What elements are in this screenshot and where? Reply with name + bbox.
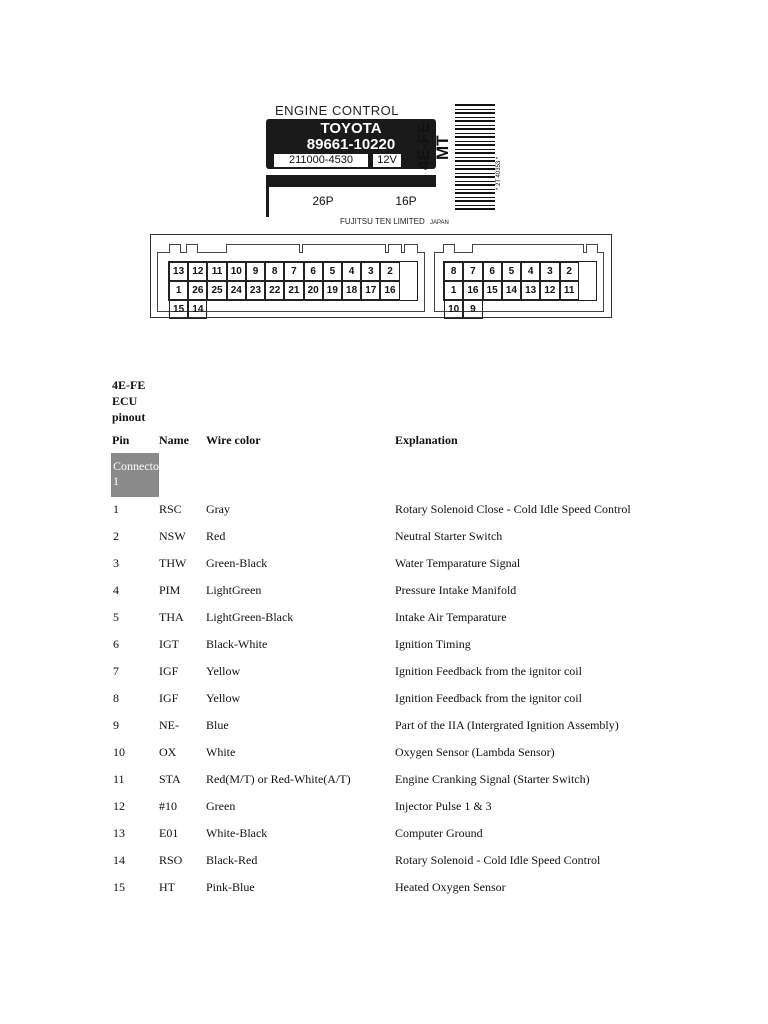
row-wire-color: Black-White xyxy=(206,637,268,651)
row-pin: 7 xyxy=(113,664,119,678)
pin-cell: 19 xyxy=(323,281,342,300)
pin-cell: 11 xyxy=(560,281,579,300)
pin-cell: 2 xyxy=(380,262,399,281)
header-pin: Pin xyxy=(112,433,130,447)
table-row xyxy=(0,718,768,738)
row-wire-color: LightGreen-Black xyxy=(206,610,294,624)
row-wire-color: Yellow xyxy=(206,664,241,678)
connector-tab xyxy=(443,244,455,253)
pin-cell: 22 xyxy=(265,281,284,300)
pin-cell: 25 xyxy=(207,281,226,300)
row-explanation: Oxygen Sensor (Lambda Sensor) xyxy=(395,745,555,759)
label-trans-code xyxy=(433,135,453,220)
connector-tab xyxy=(404,244,418,253)
pin-cell: 13 xyxy=(521,281,540,300)
pin-cell: 10 xyxy=(444,300,463,319)
pin-cell: 17 xyxy=(361,281,380,300)
label-connector-a: 26P xyxy=(269,187,377,217)
pin-cell: 15 xyxy=(483,281,502,300)
pin-cell: 4 xyxy=(521,262,540,281)
row-wire-color: Green xyxy=(206,799,236,813)
row-wire-color: Gray xyxy=(206,502,230,516)
row-name: PIM xyxy=(159,583,181,597)
row-wire-color: Pink-Blue xyxy=(206,880,255,894)
label-brand: TOYOTA xyxy=(320,120,382,137)
pin-cell: 8 xyxy=(444,262,463,281)
table-row xyxy=(0,691,768,711)
label-engine: 4E-FE xyxy=(414,121,433,170)
pin-cell: 9 xyxy=(463,300,482,319)
pin-cell: 3 xyxy=(361,262,380,281)
row-pin: 3 xyxy=(113,556,119,570)
pin-cell: 14 xyxy=(188,300,207,319)
label-serial: 211000-4530 xyxy=(274,154,368,167)
pin-cell: 18 xyxy=(342,281,361,300)
row-name: E01 xyxy=(159,826,179,840)
row-pin: 2 xyxy=(113,529,119,543)
label-maker: FUJITSU TEN LIMITED xyxy=(340,217,425,226)
row-name: HT xyxy=(159,880,175,894)
pin-cell: 5 xyxy=(502,262,521,281)
table-row xyxy=(0,880,768,900)
row-wire-color: Red xyxy=(206,529,226,543)
row-explanation: Ignition Feedback from the ignitor coil xyxy=(395,691,582,705)
row-name: RSC xyxy=(159,502,182,516)
row-pin: 13 xyxy=(113,826,125,840)
row-explanation: Injector Pulse 1 & 3 xyxy=(395,799,492,813)
table-row xyxy=(0,583,768,603)
row-pin: 9 xyxy=(113,718,119,732)
row-name: #10 xyxy=(159,799,177,813)
pin-cell: 12 xyxy=(540,281,559,300)
pin-cell: 1 xyxy=(169,281,188,300)
connector-tab xyxy=(186,244,198,253)
connector-tab xyxy=(226,244,300,253)
connector-tab xyxy=(388,244,402,253)
table-row xyxy=(0,664,768,684)
label-connector-b: 16P xyxy=(376,187,436,217)
pin-cell: 16 xyxy=(380,281,399,300)
pin-cell: 7 xyxy=(463,262,482,281)
table-row xyxy=(0,826,768,846)
row-name: IGF xyxy=(159,664,179,678)
pin-cell: 21 xyxy=(284,281,303,300)
connector-tab xyxy=(586,244,598,253)
table-row xyxy=(0,772,768,792)
pin-cell: 16 xyxy=(463,281,482,300)
connector-tab xyxy=(302,244,386,253)
row-explanation: Computer Ground xyxy=(395,826,483,840)
row-wire-color: Black-Red xyxy=(206,853,258,867)
row-pin: 8 xyxy=(113,691,119,705)
row-name: NSW xyxy=(159,529,186,543)
pin-cell: 26 xyxy=(188,281,207,300)
row-explanation: Part of the IIA (Intergrated Ignition Assembly) xyxy=(395,718,619,732)
table-row xyxy=(0,745,768,765)
pin-cell: 1 xyxy=(444,281,463,300)
header-wire-color: Wire color xyxy=(206,433,261,447)
row-pin: 14 xyxy=(113,853,125,867)
row-explanation: Rotary Solenoid Close - Cold Idle Speed Control xyxy=(395,502,631,516)
row-explanation: Engine Cranking Signal (Starter Switch) xyxy=(395,772,590,786)
pin-cell: 7 xyxy=(284,262,303,281)
row-pin: 11 xyxy=(113,772,125,786)
label-maker-line xyxy=(340,217,449,226)
pin-cell: 2 xyxy=(560,262,579,281)
barcode-text: * 2T 40353 * xyxy=(496,156,502,190)
label-part-number: 89661-10220 xyxy=(306,136,396,153)
row-pin: 4 xyxy=(113,583,119,597)
pin-cell: 15 xyxy=(169,300,188,319)
table-row xyxy=(0,637,768,657)
pin-cell: 3 xyxy=(540,262,559,281)
pin-grid-26p xyxy=(168,261,418,315)
pin-cell: 20 xyxy=(304,281,323,300)
pin-cell: 14 xyxy=(502,281,521,300)
table-row xyxy=(0,556,768,576)
row-wire-color: Yellow xyxy=(206,691,241,705)
row-wire-color: Green-Black xyxy=(206,556,268,570)
pin-cell: 10 xyxy=(227,262,246,281)
label-transmission: MT xyxy=(433,135,452,160)
label-origin: JAPAN xyxy=(429,220,449,226)
pin-cell: 6 xyxy=(483,262,502,281)
table-row xyxy=(0,529,768,549)
row-explanation: Intake Air Temparature xyxy=(395,610,507,624)
page-title: 4E-FE ECU pinout xyxy=(112,378,146,424)
row-name: OX xyxy=(159,745,177,759)
row-name: RSO xyxy=(159,853,183,867)
row-explanation: Heated Oxygen Sensor xyxy=(395,880,506,894)
row-name: NE- xyxy=(159,718,179,732)
pin-grid-16p xyxy=(443,261,597,315)
pin-cell: 4 xyxy=(342,262,361,281)
row-pin: 15 xyxy=(113,880,125,894)
row-pin: 6 xyxy=(113,637,119,651)
header-explanation: Explanation xyxy=(395,433,458,447)
pin-cell: 8 xyxy=(265,262,284,281)
row-wire-color: White xyxy=(206,745,236,759)
pin-cell: 13 xyxy=(169,262,188,281)
table-row xyxy=(0,799,768,819)
row-explanation: Ignition Timing xyxy=(395,637,471,651)
pin-cell: 6 xyxy=(304,262,323,281)
row-pin: 10 xyxy=(113,745,125,759)
row-name: IGF xyxy=(159,691,179,705)
row-pin: 12 xyxy=(113,799,125,813)
row-wire-color: White-Black xyxy=(206,826,268,840)
connector-tab xyxy=(472,244,584,253)
row-wire-color: Blue xyxy=(206,718,229,732)
table-row xyxy=(0,853,768,873)
row-name: IGT xyxy=(159,637,179,651)
label-header: ENGINE CONTROL xyxy=(275,103,400,118)
row-explanation: Ignition Feedback from the ignitor coil xyxy=(395,664,582,678)
row-name: THW xyxy=(159,556,187,570)
row-explanation: Rotary Solenoid - Cold Idle Speed Control xyxy=(395,853,601,867)
row-name: THA xyxy=(159,610,184,624)
row-explanation: Neutral Starter Switch xyxy=(395,529,503,543)
pin-cell: 23 xyxy=(246,281,265,300)
row-pin: 5 xyxy=(113,610,119,624)
connector-label-cell: Connector 1 xyxy=(111,453,159,497)
table-row xyxy=(0,502,768,522)
header-name: Name xyxy=(159,433,189,447)
pin-cell: 9 xyxy=(246,262,265,281)
label-voltage: 12V xyxy=(373,154,401,167)
connector-tab xyxy=(169,244,181,253)
row-explanation: Water Temparature Signal xyxy=(395,556,521,570)
row-wire-color: Red(M/T) or Red-White(A/T) xyxy=(206,772,351,786)
row-wire-color: LightGreen xyxy=(206,583,262,597)
pin-cell: 12 xyxy=(188,262,207,281)
pin-cell: 24 xyxy=(227,281,246,300)
pin-cell: 11 xyxy=(207,262,226,281)
table-row xyxy=(0,610,768,630)
pin-cell: 5 xyxy=(323,262,342,281)
row-pin: 1 xyxy=(113,502,119,516)
barcode xyxy=(455,104,495,210)
row-explanation: Pressure Intake Manifold xyxy=(395,583,517,597)
row-name: STA xyxy=(159,772,181,786)
